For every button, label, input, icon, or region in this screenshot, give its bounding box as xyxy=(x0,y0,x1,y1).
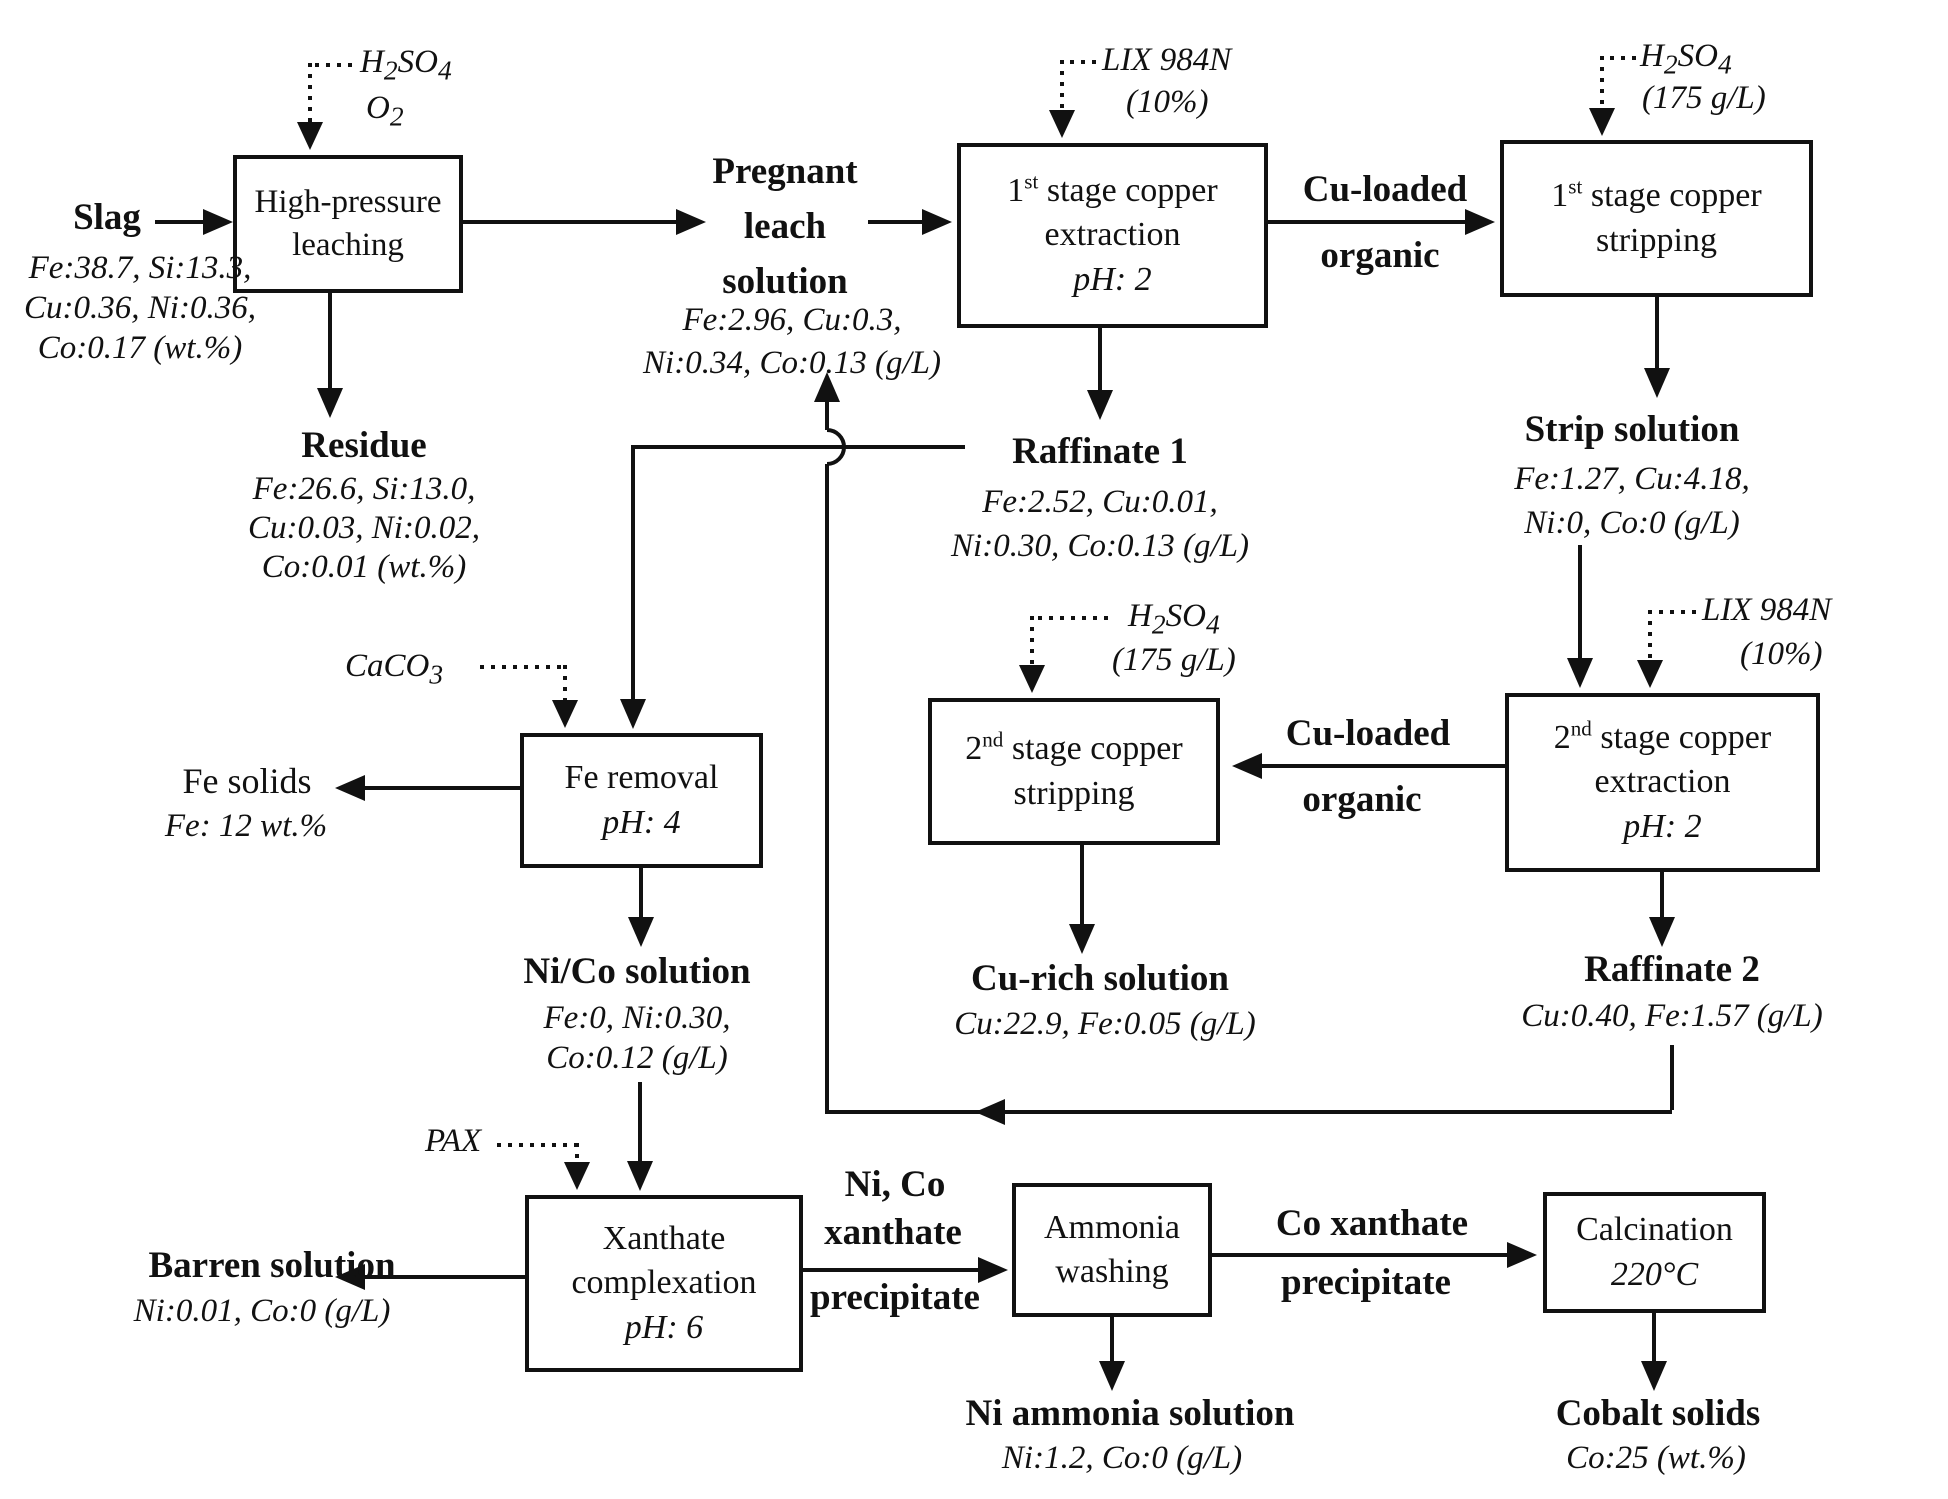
stream-fesolids-composition xyxy=(165,808,327,845)
subscript: 2 xyxy=(1663,48,1678,80)
box-ph-label: pH: 2 xyxy=(1623,807,1702,845)
stream-name-line: leach xyxy=(743,206,827,247)
comp-line: Co:0.12 (g/L) xyxy=(546,1040,728,1076)
stream-raffinate2-composition xyxy=(1521,998,1823,1035)
stream-raffinate1-composition xyxy=(951,480,1249,568)
stream-cu-loaded-organic-2-line2: organic xyxy=(1302,779,1422,820)
stream-cu-loaded-organic-2: Cu-loaded xyxy=(1285,713,1451,754)
comp-line: Fe:26.6, Si:13.0, xyxy=(252,471,476,507)
stream-residue-composition xyxy=(248,470,480,587)
box-label: Ammonia xyxy=(1044,1208,1180,1246)
stream-raffinate-2: Raffinate 2 xyxy=(1584,949,1760,990)
reagent-lix984n-1: LIX 984N xyxy=(1102,42,1232,78)
box-ph-label: pH: 2 xyxy=(1073,260,1152,298)
subscript: 4 xyxy=(1717,48,1732,80)
stream-niammonia-composition xyxy=(1002,1440,1242,1477)
box-calcination xyxy=(1543,1192,1766,1313)
reagent-caco3: CaCO$_3$ xyxy=(345,648,444,690)
stream-curich-composition xyxy=(954,1006,1256,1043)
subscript: 4 xyxy=(437,54,452,86)
comp-line: Cu:0.36, Ni:0.36, xyxy=(24,290,256,326)
stream-strip-solution: Strip solution xyxy=(1524,409,1740,450)
box-label: High-pressure xyxy=(254,184,442,221)
comp-line: Cu:0.40, Fe:1.57 (g/L) xyxy=(1521,998,1823,1034)
stream-pls-composition xyxy=(643,299,941,385)
comp-line: Cu:0.03, Ni:0.02, xyxy=(248,510,480,546)
box-temp-label: 220°C xyxy=(1610,1255,1699,1293)
comp-line: Fe:38.7, Si:13.3, xyxy=(28,250,252,286)
box-fe-removal xyxy=(520,733,763,868)
reagent-h2so4-stripping2-conc: (175 g/L) xyxy=(1112,642,1236,678)
subscript: 3 xyxy=(429,658,444,690)
stream-co-xanthate-precipitate-1: Co xanthate xyxy=(1275,1203,1469,1244)
box-copper-stripping-2 xyxy=(928,698,1220,845)
stream-slag-composition xyxy=(24,248,256,368)
stream-co-xanthate-precipitate-2: precipitate xyxy=(1281,1262,1451,1303)
box-label: extraction xyxy=(1044,216,1181,254)
comp-line: Ni:0.34, Co:0.13 (g/L) xyxy=(643,345,941,381)
stream-slag: Slag xyxy=(73,197,141,238)
stream-name-line: Pregnant xyxy=(712,151,858,192)
box-label: stripping xyxy=(1013,774,1135,812)
comp-line: Ni:1.2, Co:0 (g/L) xyxy=(1001,1440,1243,1476)
reagent-pax: PAX xyxy=(425,1123,482,1159)
comp-line: Fe: 12 wt.% xyxy=(164,808,328,844)
ordinal-superscript: nd xyxy=(1570,716,1592,741)
ordinal-superscript: nd xyxy=(982,727,1004,752)
stream-raffinate-1: Raffinate 1 xyxy=(1012,431,1188,472)
stream-ni-co-solution: Ni/Co solution xyxy=(523,951,751,992)
box-ph-label: pH: 6 xyxy=(624,1308,704,1346)
stream-cu-loaded-organic-1: Cu-loaded xyxy=(1302,169,1468,210)
ordinal-superscript: st xyxy=(1568,174,1583,199)
box-ammonia-washing xyxy=(1012,1183,1212,1317)
box-label: 1st stage copper xyxy=(1007,169,1218,210)
comp-line: Ni:0.30, Co:0.13 (g/L) xyxy=(951,528,1249,564)
stream-ni-ammonia-solution: Ni ammonia solution xyxy=(965,1393,1295,1434)
box-label: leaching xyxy=(292,227,404,263)
stream-pregnant-leach-solution xyxy=(712,144,857,309)
stream-cobalt-solids: Cobalt solids xyxy=(1555,1393,1761,1434)
comp-line: Cu:22.9, Fe:0.05 (g/L) xyxy=(954,1006,1256,1042)
stream-fe-solids: Fe solids xyxy=(182,761,312,801)
box-copper-stripping-1 xyxy=(1500,140,1813,297)
comp-line: Ni:0.01, Co:0 (g/L) xyxy=(133,1293,391,1329)
box-label: Xanthate xyxy=(602,1220,726,1258)
reagent-lix984n-2: LIX 984N xyxy=(1702,592,1832,628)
box-label: 2nd stage copper xyxy=(965,727,1183,768)
comp-line: Fe:2.96, Cu:0.3, xyxy=(682,302,902,338)
box-label: complexation xyxy=(571,1264,757,1302)
reagent-lix984n-2-conc: (10%) xyxy=(1740,636,1823,672)
box-label: Fe removal xyxy=(564,759,719,797)
reagent-h2so4-leaching: $H_2SO_4$ xyxy=(360,44,452,86)
reagent-h2so4-stripping2: $H_2SO_4$ xyxy=(1128,598,1220,640)
box-label: extraction xyxy=(1594,763,1731,801)
stream-nico-xanthate-precipitate-3: precipitate xyxy=(810,1277,980,1318)
stream-residue: Residue xyxy=(301,425,427,466)
stream-nico-xanthate-precipitate-2: xanthate xyxy=(824,1212,962,1253)
ordinal-superscript: st xyxy=(1024,169,1039,194)
box-ph-label: pH: 4 xyxy=(602,803,681,841)
subscript: 2 xyxy=(1151,608,1166,640)
reagent-lix984n-1-conc: (10%) xyxy=(1126,84,1209,120)
box-xanthate-complexation xyxy=(525,1195,803,1372)
stream-barren-composition xyxy=(134,1293,391,1330)
comp-line: Fe:0, Ni:0.30, xyxy=(543,1000,731,1036)
box-high-pressure-leaching xyxy=(233,155,463,293)
stream-nico-composition xyxy=(544,998,731,1078)
reagent-h2so4-stripping1-conc: (175 g/L) xyxy=(1642,80,1766,116)
box-label: 2nd stage copper xyxy=(1553,716,1772,757)
stream-stripsolution-composition xyxy=(1514,457,1750,545)
box-label: Calcination xyxy=(1576,1211,1733,1249)
stream-nico-xanthate-precipitate-1: Ni, Co xyxy=(844,1164,946,1205)
comp-line: Co:0.01 (wt.%) xyxy=(261,549,467,585)
comp-line: Ni:0, Co:0 (g/L) xyxy=(1524,505,1740,541)
comp-line: Fe:1.27, Cu:4.18, xyxy=(1514,461,1750,497)
comp-line: Fe:2.52, Cu:0.01, xyxy=(982,484,1218,520)
stream-cu-rich-solution: Cu-rich solution xyxy=(970,958,1230,999)
box-label: washing xyxy=(1055,1253,1169,1290)
subscript: 2 xyxy=(389,100,404,132)
reagent-o2-leaching: $O_2$ xyxy=(366,90,404,132)
comp-line: Co:0.17 (wt.%) xyxy=(37,330,243,366)
stream-name-line: solution xyxy=(722,261,848,302)
subscript: 2 xyxy=(383,54,398,86)
stream-barren-solution: Barren solution xyxy=(148,1245,396,1286)
stream-cu-loaded-organic-1-line2: organic xyxy=(1320,235,1440,276)
box-copper-extraction-1 xyxy=(957,143,1268,328)
box-label: 1st stage copper xyxy=(1551,174,1762,215)
box-copper-extraction-2 xyxy=(1505,693,1820,872)
box-label: stripping xyxy=(1596,221,1717,259)
comp-line: Co:25 (wt.%) xyxy=(1566,1440,1746,1476)
stream-cobalt-composition xyxy=(1566,1440,1746,1477)
subscript: 4 xyxy=(1205,608,1220,640)
reagent-h2so4-stripping1: $H_2SO_4$ xyxy=(1640,38,1732,80)
